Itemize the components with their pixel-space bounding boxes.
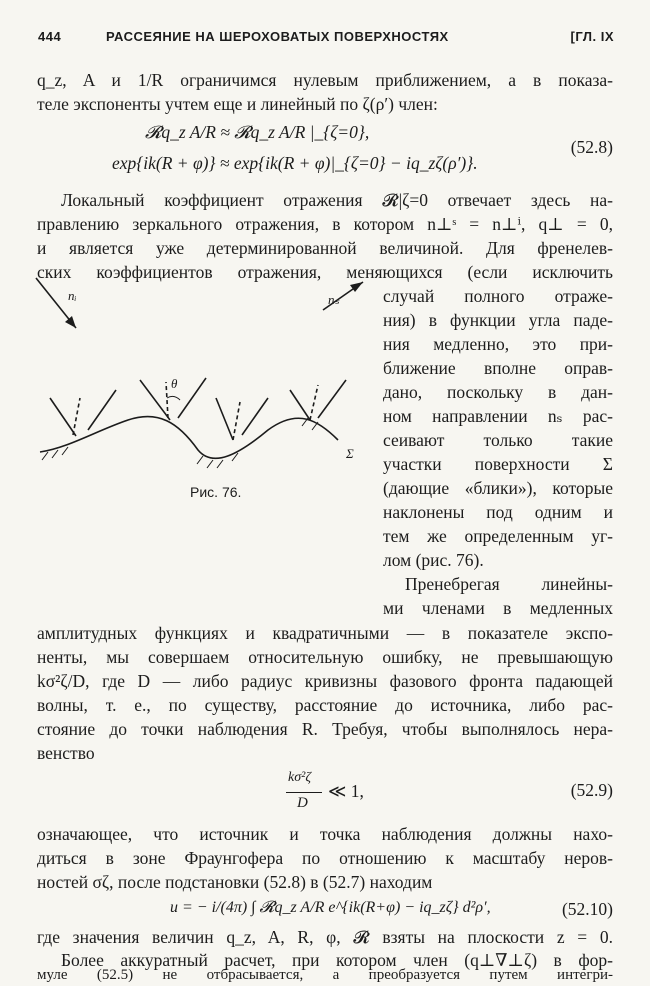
equation-number-52-10: (52.10) — [561, 899, 613, 919]
equation-52-8-line-2: exp{ik(R + φ)} ≈ exp{ik(R + φ)|_{ζ=0} − iq_zζ(ρ′)}. — [112, 153, 478, 173]
page-number: 444 — [38, 29, 62, 44]
wrap-line-13: Пренебрегая линейны- — [405, 574, 613, 594]
label-sigma: Σ — [346, 446, 354, 461]
wrap-line-6: ном направлении nₛ рас- — [383, 406, 613, 426]
wrap-line-2: ния) в функции угла паде- — [383, 310, 613, 330]
wrap-line-3: ния медленно, это при- — [383, 334, 613, 354]
equation-number-52-9: (52.9) — [570, 780, 613, 800]
rough-surface — [40, 417, 338, 459]
para-main-line-1: амплитудных функциях и квадратичными — в показателе экспо- — [37, 623, 613, 643]
intro-line-2: теле экспоненты учтем еще и линейный по ζ(ρ′) член: — [37, 94, 438, 114]
para-main-line-2: ненты, мы совершаем относительную ошибку, не превышающую — [37, 647, 613, 667]
para-local-line-3: и является уже детерминированной величиной. Для френелев- — [37, 238, 613, 258]
figure-76 — [28, 270, 373, 475]
eq-52-9-numerator: kσ²ζ — [288, 770, 311, 785]
para-fraunhofer-line-3: ностей σζ, после подстановки (52.8) в (52.7) находим — [37, 872, 433, 892]
para-local-line-2: правлению зеркального отражения, в котором n⊥ˢ = n⊥ⁱ, q⊥ = 0, — [37, 214, 613, 234]
para-main-line-3: kσ²ζ/D, где D — либо радиус кривизны фазового фронта падающей — [37, 671, 613, 691]
equation-52-10: u = − i/(4π) ∫ 𝓡q_z A/R e^{ik(R+φ) − iq_zζ} d²ρ′, — [170, 899, 491, 916]
para-main-line-4: волны, т. е., по существу, расстояние до источника, либо рас- — [37, 695, 613, 715]
wrap-line-8: участки поверхности Σ — [383, 454, 613, 474]
para-accurate-line-2: муле (52.5) не отбрасывается, а преобразуется путем интегри- — [37, 967, 613, 983]
label-ns: nₛ — [328, 292, 340, 307]
chapter-label: [ГЛ. IX — [570, 29, 614, 44]
para-where: где значения величин q_z, A, R, φ, 𝓡 взяты на плоскости z = 0. — [37, 927, 613, 947]
label-ni: nᵢ — [68, 288, 77, 303]
wrap-line-4: ближение вполне оправ- — [383, 358, 613, 378]
figure-caption: Рис. 76. — [190, 484, 242, 500]
wrap-line-9: (дающие «блики»), которые — [383, 478, 613, 498]
para-fraunhofer-line-1: означающее, что источник и точка наблюдения должны нахо- — [37, 824, 613, 844]
running-header — [38, 29, 614, 51]
para-main-line-5: стояние до точки наблюдения R. Требуя, чтобы выполнялось нера- — [37, 719, 613, 739]
para-accurate-line-1: Более аккуратный расчет, при котором член (q⊥∇⊥ζ) в фор- — [61, 950, 613, 970]
surface-hatching — [42, 418, 318, 468]
label-theta: θ — [171, 376, 178, 391]
equation-52-8-line-1: 𝓡q_z A/R ≈ 𝓡q_z A/R |_{ζ=0}, — [145, 122, 370, 142]
eq-52-9-denominator: D — [297, 795, 308, 811]
wrap-line-11: тем же определенным уг- — [383, 526, 613, 546]
para-local-line-1: Локальный коэффициент отражения 𝓡|ζ=0 отвечает здесь на- — [61, 190, 613, 210]
wrap-line-10: наклонены под одним и — [383, 502, 613, 522]
equation-number-52-8: (52.8) — [570, 137, 613, 157]
wrap-line-1: случай полного отраже- — [383, 286, 613, 306]
eq-52-9-rhs: ≪ 1, — [328, 781, 364, 801]
running-title: РАССЕЯНИЕ НА ШЕРОХОВАТЫХ ПОВЕРХНОСТЯХ — [106, 29, 449, 44]
wrap-line-14: ми членами в медленных — [383, 598, 613, 618]
intro-line-1: q_z, A и 1/R ограничимся нулевым приближением, а в показа- — [37, 70, 613, 90]
eq-52-9-fraction-bar — [286, 792, 322, 793]
para-local-line-4: ских коэффициентов отражения, меняющихся (если исключить — [37, 262, 613, 282]
para-fraunhofer-line-2: диться в зоне Фраунгофера по отношению к масштабу неров- — [37, 848, 613, 868]
para-main-line-6: венство — [37, 743, 95, 763]
wrap-line-5: дано, поскольку в дан- — [383, 382, 613, 402]
theta-arc — [167, 396, 180, 400]
wrap-line-12: лом (рис. 76). — [383, 550, 484, 570]
wrap-line-7: сеивают только такие — [383, 430, 613, 450]
